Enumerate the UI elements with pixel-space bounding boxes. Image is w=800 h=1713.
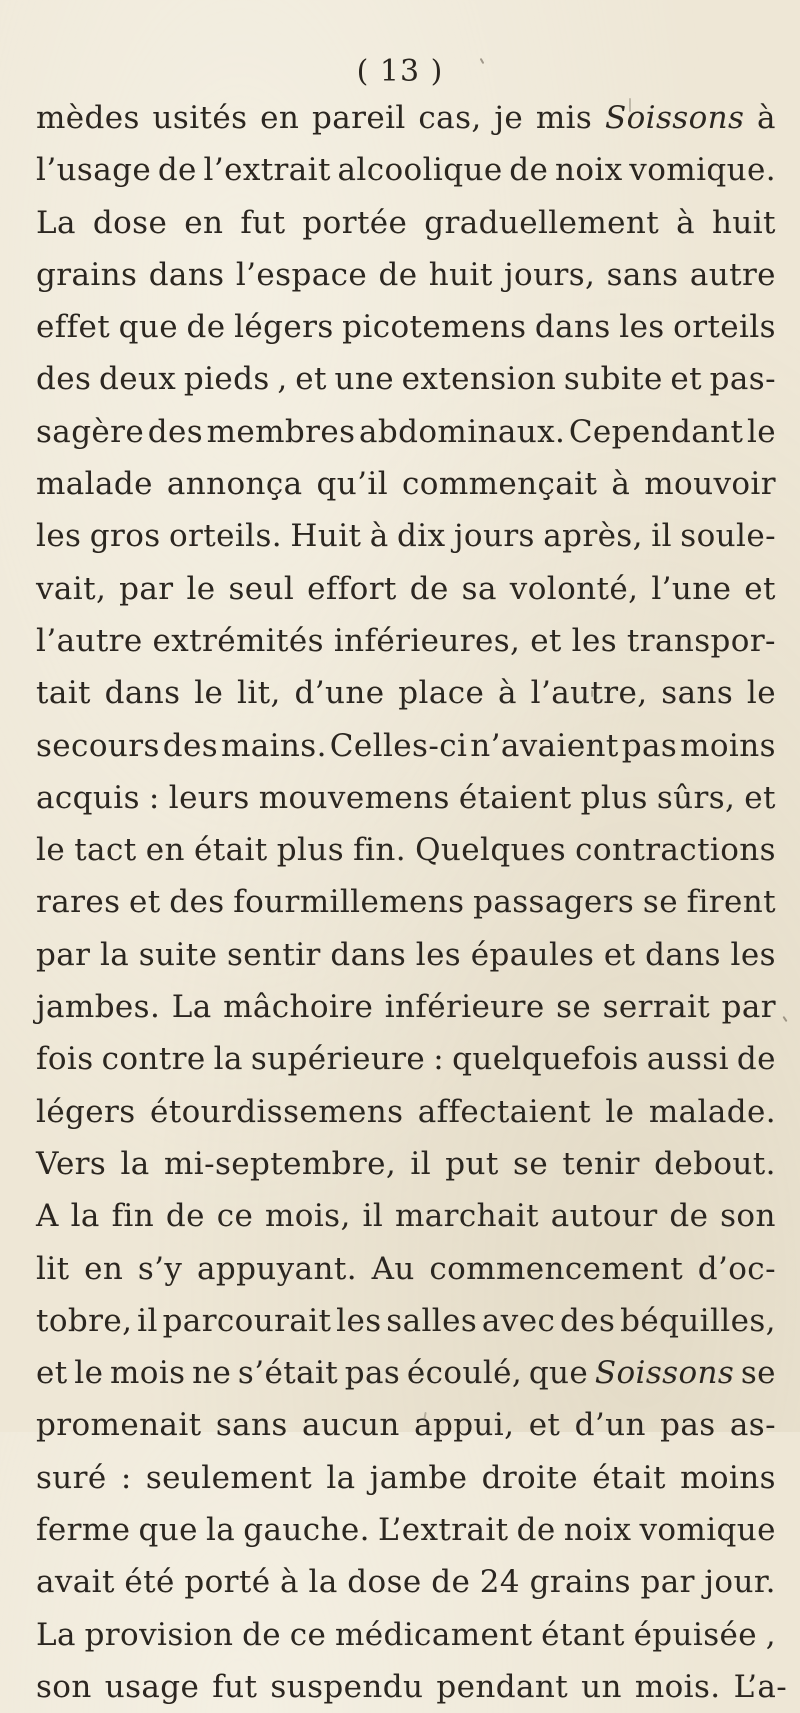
word: Vers [36,1145,107,1182]
word: dans [645,936,721,973]
text-line [36,406,776,458]
word: abdominaux. [358,413,566,450]
word: de [431,1564,471,1601]
word: commençait [402,466,598,503]
word: l’autre [36,622,143,659]
word: L’extrait [377,1512,509,1549]
text-line [36,1086,776,1138]
word: en [260,100,300,136]
word: fourmillemens [233,884,465,921]
word: promenait [36,1407,202,1444]
word: suspendu [270,1668,424,1705]
word: effort [307,570,397,607]
word: la [205,1512,236,1549]
word: pas- [709,361,776,398]
word: sans [661,675,734,712]
word: dans [330,936,407,973]
word: droite [481,1459,579,1496]
word: étant [541,1616,625,1653]
word: le [746,675,776,712]
ink-speck [782,1016,787,1022]
word: la [308,1564,338,1601]
word: de [186,309,226,346]
word: était [592,1459,666,1496]
word: pieds [183,361,270,398]
word: de [409,570,449,607]
word: il [362,1198,384,1235]
word: mi-septembre, [163,1145,397,1182]
word: les [415,936,462,973]
text-line [36,720,776,772]
word: jambes. [36,989,161,1026]
text-line [36,981,776,1033]
word: de [669,1198,709,1235]
word: je [494,100,524,136]
word: subite [563,361,663,398]
word: se [513,1145,549,1182]
word: il [410,1145,432,1182]
word: vomique [639,1512,776,1549]
word: jambe [369,1459,468,1496]
word: usage [104,1668,200,1705]
text-line [36,1347,776,1399]
word: sagère [36,413,145,450]
word: tenir [562,1145,640,1182]
word: et [528,1407,561,1444]
word: que [138,1512,198,1549]
word: , [277,361,288,398]
word: appuyant. [196,1250,357,1287]
word: serrait [602,989,711,1026]
word: les [619,309,665,346]
word: de [378,256,418,293]
word: La [171,989,212,1026]
word: extrémités [152,622,324,659]
word: de [509,152,549,189]
word: fin [111,1198,155,1235]
word: contractions [575,832,776,869]
word: volonté, [509,570,639,607]
word: épuisée [633,1616,758,1653]
word: le [74,1355,104,1392]
word: l’une [651,570,732,607]
word: par [640,1564,695,1601]
word: place [398,675,485,712]
word: l’usage [36,152,152,189]
word: porté [184,1564,271,1601]
text-line [36,563,776,615]
word: légers [36,1093,136,1130]
word: autour [550,1198,658,1235]
word: contre [101,1041,206,1078]
word: annonça [166,466,303,503]
word: et [36,1355,68,1392]
word: avec [481,1302,556,1339]
ink-speck [591,690,593,697]
word: grains [36,256,138,293]
word: écoulé, [406,1355,523,1392]
word: en [84,1250,124,1287]
word: jour. [704,1564,776,1601]
word: Cependant [568,413,744,450]
text-line [36,197,776,249]
text-line [36,1399,776,1451]
word: gros [89,518,161,555]
word: plus [580,779,648,816]
word: Celles-ci [329,727,468,764]
word: cas, [418,100,482,136]
word: après, [543,518,643,555]
word: dans [534,309,611,346]
word: étaient [458,779,572,816]
word: transpor- [626,622,776,659]
word: moins [680,1459,776,1496]
word: dose [92,204,168,241]
word: Au [371,1250,415,1287]
word: moins [680,727,776,764]
word: l’extrait [203,152,331,189]
text-line [36,1033,776,1085]
word: jours [453,518,535,555]
word: d’une [294,675,385,712]
word: avait [36,1564,115,1601]
word: commencement [429,1250,684,1287]
word: lit [36,1250,70,1287]
word: A [36,1198,59,1235]
page-number: ( 13 ) [356,54,444,89]
word: sans [215,1407,288,1444]
word: tait [36,675,91,712]
word: de [242,1616,282,1653]
word: épaules [470,936,595,973]
word: suré [36,1459,107,1496]
word: ferme [36,1512,131,1549]
word: mis [535,100,593,136]
word: seulement [145,1459,313,1496]
word: huit [428,256,493,293]
word: des [560,1302,616,1339]
word: un [581,1668,622,1705]
word: les [336,1302,382,1339]
word: et [744,779,776,816]
word: se [642,884,678,921]
word: et [530,622,562,659]
word: et [603,936,636,973]
text-line [36,353,776,405]
word: était [193,832,268,869]
word: huit [712,204,776,241]
word: Soissons [604,100,745,136]
word: que [528,1355,589,1392]
word: : [148,779,160,816]
word: et [129,884,161,921]
body-text [36,92,788,1713]
word: mâchoire [223,989,374,1026]
word: parcourait [162,1302,332,1339]
word: effet [36,309,111,346]
word: firent [686,884,776,921]
word: s’y [137,1250,183,1287]
word: supérieure [250,1041,426,1078]
word: Huit [290,518,362,555]
word: graduellement [424,204,660,241]
word: son [36,1668,92,1705]
word: picotemens [342,309,527,346]
text-line [36,1661,788,1713]
word: as- [729,1407,776,1444]
word: ce [289,1616,327,1653]
word: grains [529,1564,631,1601]
word: alcoolique [337,152,503,189]
word: La [36,1616,76,1653]
word: affectaient [417,1093,591,1130]
word: et [295,361,327,398]
word: en [184,204,224,241]
word: mois. [634,1668,721,1705]
word: fut [212,1668,258,1705]
word: salles [386,1302,478,1339]
word: la [326,1459,356,1496]
word: , [765,1616,776,1653]
word: 24 [479,1564,521,1601]
word: les [730,936,776,973]
word: leurs [168,779,250,816]
word: étourdissemens [149,1093,404,1130]
text-line [36,1556,776,1608]
word: aussi [646,1041,729,1078]
word: noix [563,1512,632,1549]
word: ce [216,1198,254,1235]
word: la [70,1198,100,1235]
word: la [99,936,130,973]
word: qu’il [316,466,389,503]
word: dans [104,675,181,712]
text-line [36,1609,776,1661]
word: rares [36,884,121,921]
word: sentir [226,936,321,973]
word: des [36,361,92,398]
word: mois, [264,1198,351,1235]
word: sans [606,256,679,293]
word: pendant [436,1668,569,1705]
word: le [746,413,776,450]
word: marchait [394,1198,540,1235]
word: Quelques [415,832,567,869]
text-line [36,1504,776,1556]
word: le [36,832,66,869]
text-line [36,249,776,301]
word: extension [401,361,557,398]
word: L’a- [733,1668,788,1705]
word: se [556,989,592,1026]
text-line [36,1190,776,1242]
word: dans [148,256,225,293]
word: vomique. [629,152,776,189]
word: en [145,832,185,869]
word: mouvemens [258,779,450,816]
text-line [36,824,776,876]
word: dose [347,1564,422,1601]
text-line [36,301,776,353]
word: le [194,675,224,712]
text-line [36,510,776,562]
word: malade. [648,1093,776,1130]
word: à [497,675,517,712]
word: fut [240,204,286,241]
word: La [36,204,76,241]
word: fin. [353,832,406,869]
word: inférieures, [333,622,521,659]
word: portée [302,204,408,241]
word: que [118,309,178,346]
text-line [36,1452,776,1504]
word: il [651,518,672,555]
word: de [516,1512,556,1549]
text-line [36,667,776,719]
text-line [36,772,776,824]
word: par [721,989,776,1026]
word: : [433,1041,445,1078]
word: gauche. [243,1512,370,1549]
text-line [36,1138,776,1190]
word: tact [74,832,137,869]
word: sa [461,570,497,607]
word: lit, [237,675,281,712]
word: deux [98,361,177,398]
word: mouvoir [644,466,776,503]
word: par [36,936,91,973]
word: l’espace [235,256,368,293]
word: n’avaient [470,727,619,764]
word: plus [276,832,345,869]
word: des [147,413,204,450]
word: par [119,570,174,607]
word: de [736,1041,776,1078]
word: et [744,570,776,607]
text-line [36,929,776,981]
text-line [36,92,776,144]
word: put [445,1145,499,1182]
word: tobre, [36,1302,133,1339]
word: autre [689,256,776,293]
word: suite [138,936,218,973]
word: orteils. [168,518,283,555]
word: malade [36,466,153,503]
word: l’autre, [530,675,648,712]
word: médicament [334,1616,533,1653]
word: la [213,1041,243,1078]
word: quelquefois [452,1041,639,1078]
word: vait, [36,570,107,607]
word: des [162,727,219,764]
word: acquis [36,779,140,816]
ink-speck [629,98,631,112]
word: des [169,884,225,921]
word: la [120,1145,150,1182]
word: à [676,204,696,241]
word: de [157,152,197,189]
word: s’était [237,1355,339,1392]
text-line [36,458,776,510]
text-line [36,1295,776,1347]
word: ne [192,1355,232,1392]
word: de [165,1198,205,1235]
word: pas [344,1355,401,1392]
word: : [120,1459,132,1496]
word: son [720,1198,776,1235]
word: inférieure [384,989,545,1026]
word: pareil [311,100,406,136]
word: secours [36,727,160,764]
text-line [36,876,776,928]
word: sûrs, [656,779,736,816]
word: aucun [302,1407,400,1444]
word: Soissons [594,1355,735,1392]
word: membres [206,413,356,450]
word: les [571,622,618,659]
word: seul [228,570,295,607]
word: pas [660,1407,716,1444]
word: noix [554,152,623,189]
word: béquilles, [620,1302,776,1339]
word: usités [152,100,248,136]
word: provision [84,1616,234,1653]
text-line [36,615,776,667]
word: à [280,1564,299,1601]
word: mèdes [36,100,140,136]
word: soule- [680,518,776,555]
text-line [36,1243,776,1295]
word: mois [109,1355,186,1392]
word: passagers [473,884,635,921]
word: légers [234,309,334,346]
word: se [740,1355,776,1392]
word: il [137,1302,158,1339]
word: debout. [654,1145,776,1182]
word: appui, [414,1407,515,1444]
word: à [757,100,776,136]
word: été [124,1564,175,1601]
word: d’un [574,1407,646,1444]
word: le [605,1093,635,1130]
word: les [36,518,82,555]
word: et [670,361,703,398]
word: fois [36,1041,94,1078]
word: à [611,466,631,503]
word: pas [621,727,678,764]
word: orteils [673,309,776,346]
word: une [334,361,394,398]
word: jours, [504,256,596,293]
word: mains. [220,727,327,764]
word: le [186,570,216,607]
word: d’oc- [697,1250,776,1287]
text-line [36,144,776,196]
word: à [369,518,389,555]
word: dix [397,518,446,555]
